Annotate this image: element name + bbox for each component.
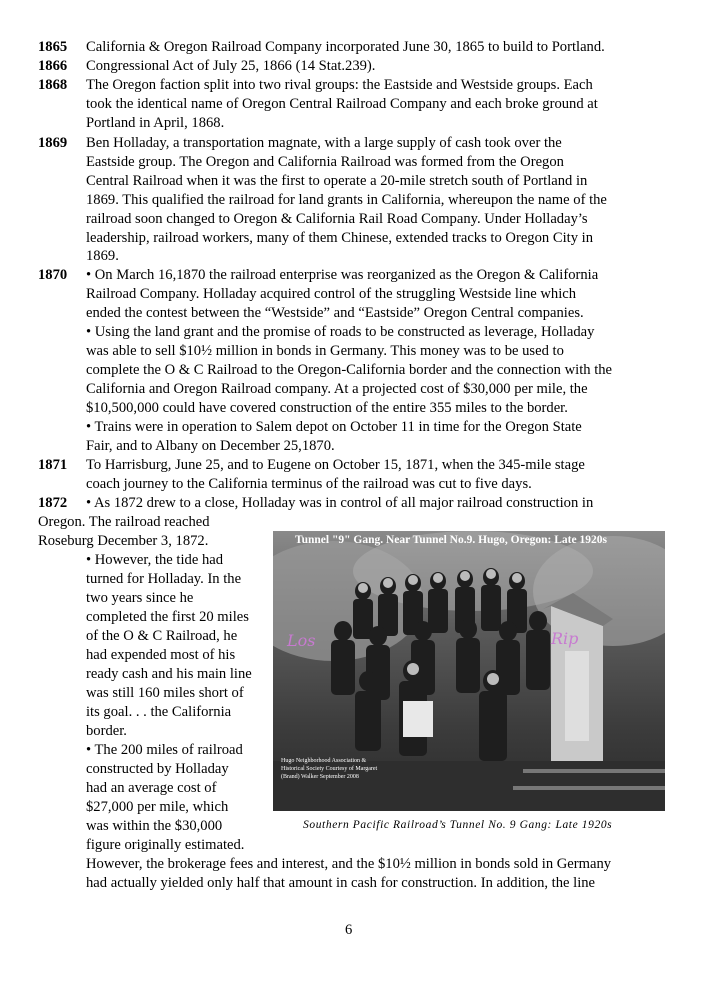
text-line: had an average cost of [86,780,217,796]
text-line: complete the O & C Railroad to the Oregon-California border and the connection with the [86,362,613,378]
text-line: constructed by Holladay [86,761,229,777]
page-number: 6 [345,922,353,938]
text-line: Central Railroad when it was the first to operate a 20-mile stretch south of Portland in [86,173,588,189]
text-line: took the identical name of Oregon Central Railroad Company and each broke ground at [86,96,598,112]
photo-title: Tunnel "9" Gang. Near Tunnel No.9. Hugo, Oregon: Late 1920s [295,534,607,546]
text-line: To Harrisburg, June 25, and to Eugene on October 15, 1871, when the 345-mile stage [86,457,585,473]
text-line: Fair, and to Albany on December 25,1870. [86,438,335,454]
text-line: ended the contest between the “Westside” and “Eastside” Oregon Central companies. [86,305,584,321]
year-1871: 1871 [38,457,68,473]
year-1872: 1872 [38,495,68,511]
text-line: $27,000 per mile, which [86,799,229,815]
photo-handwriting-left: Los [287,631,316,650]
text-line: However, the brokerage fees and interest, and the $10½ million in bonds sold in Germany [86,856,612,872]
text-line: 1869. [86,248,119,264]
photo-caption: Southern Pacific Railroad’s Tunnel No. 9 Gang: Late 1920s [303,819,613,831]
text-line: Railroad Company. Holladay acquired control of the struggling Westside line which [86,286,577,302]
photo-handwriting-right: Rip [551,629,579,648]
text-line: California and Oregon Railroad company. At a projected cost of $30,000 per mile, the [86,381,588,397]
text-line: turned for Holladay. In the [86,571,242,587]
text-line: Ben Holladay, a transportation magnate, with a large supply of cash took over the [86,135,562,151]
year-1868: 1868 [38,77,68,93]
text-line: 1869. This qualified the railroad for land grants in California, whereupon the name of the [86,192,607,208]
text-line: was able to sell $10½ million in bonds in Germany. This money was to be used to [86,343,564,359]
text-line: railroad soon changed to Oregon & California Rail Road Company. Under Holladay’s [86,211,588,227]
photo-credit: Hugo Neighborhood Association & Historical Society Courtesy of Margaret (Brand) Walker September 2008 [281,758,378,780]
text-line: had expended most of his [86,647,236,663]
text-line: $10,500,000 could have covered construction of the entire 355 miles to the border. [86,400,568,416]
text-line: figure originally estimated. [86,837,245,853]
text-line: • Using the land grant and the promise of roads to be constructed as leverage, Holladay [86,324,595,340]
text-line: • Trains were in operation to Salem depot on October 11 in time for the Oregon State [86,419,582,435]
text-line: ready cash and his main line [86,666,252,682]
text-line: its goal. . . the California [86,704,232,720]
text-line: Eastside group. The Oregon and California Railroad was formed from the Oregon [86,154,564,170]
text-line: two years since he [86,590,194,606]
year-1869: 1869 [38,135,68,151]
text-line: of the O & C Railroad, he [86,628,238,644]
text-line: California & Oregon Railroad Company incorporated June 30, 1865 to build to Portland. [86,39,605,55]
text-line: was within the $30,000 [86,818,223,834]
text-line: The Oregon faction split into two rival groups: the Eastside and Westside groups. Each [86,77,593,93]
text-line: Portland in April, 1868. [86,115,225,131]
text-line: • However, the tide had [86,552,224,568]
group-photo [273,531,665,811]
text-line: had actually yielded only half that amount in cash for construction. In addition, the line [86,875,596,891]
text-line: • As 1872 drew to a close, Holladay was in control of all major railroad construction in [86,495,594,511]
text-line: • The 200 miles of railroad [86,742,243,758]
year-1865: 1865 [38,39,68,55]
text-line: leadership, railroad workers, many of them Chinese, extended tracks to Oregon City in [86,230,593,246]
text-line: Roseburg December 3, 1872. [38,533,209,549]
text-line: completed the first 20 miles [86,609,249,625]
text-line: Oregon. The railroad reached [38,514,210,530]
text-line: coach journey to the California terminus of the railroad was cut to five days. [86,476,532,492]
text-line: was still 160 miles short of [86,685,244,701]
text-line: • On March 16,1870 the railroad enterprise was reorganized as the Oregon & California [86,267,599,283]
text-line: border. [86,723,127,739]
text-line: Congressional Act of July 25, 1866 (14 Stat.239). [86,58,376,74]
year-1866: 1866 [38,58,68,74]
year-1870: 1870 [38,267,68,283]
